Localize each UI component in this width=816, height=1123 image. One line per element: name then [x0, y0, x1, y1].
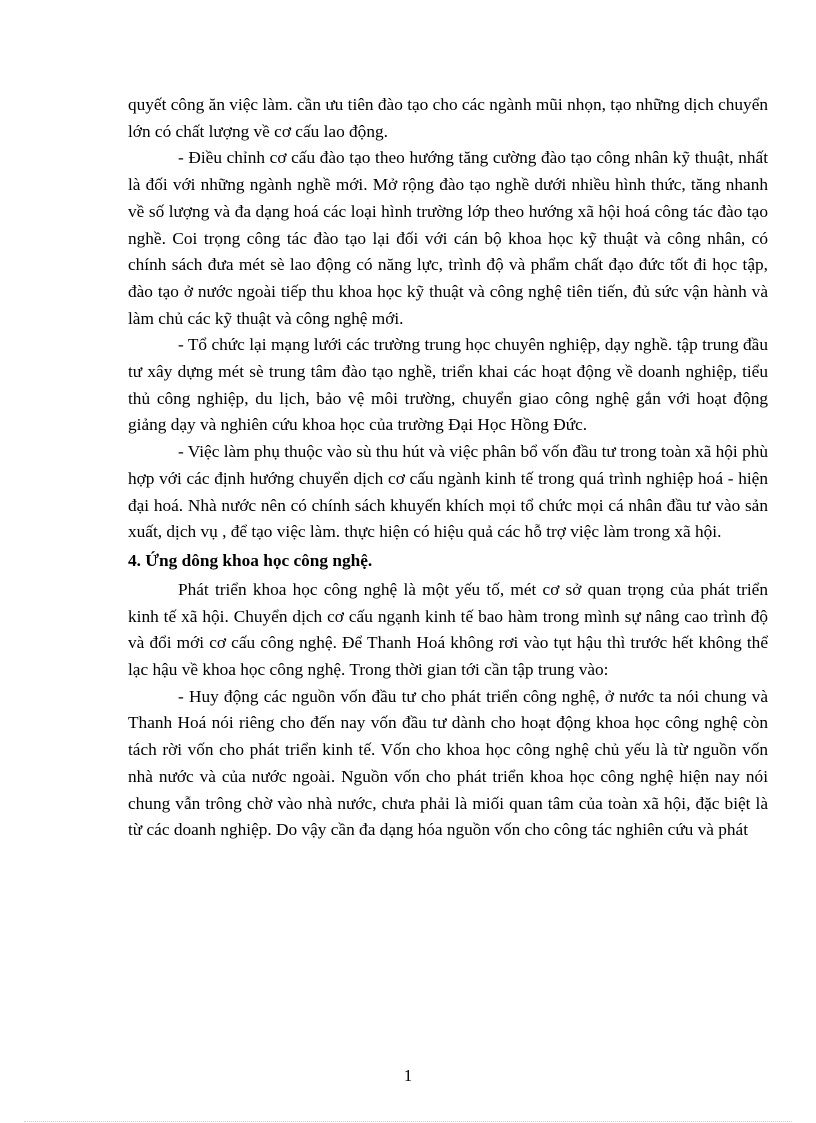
paragraph-continuation: quyết công ăn việc làm. cần ưu tiên đào tạo cho các ngành mũi nhọn, tạo những dịch chuyển lớn có chất lượng về cơ cấu lao động. [128, 95, 768, 141]
paragraph-science-technology: Phát triển khoa học công nghệ là một yếu tố, mét cơ sở quan trọng của phát triển kinh tế xã hội. Chuyển dịch cơ cấu ngạnh kinh tế bao hàm trong mình sự nâng cao trình độ và đổi mới cơ cấu công nghệ. Để Thanh Hoá không rơi vào tụt hậu thì trước hết không thể lạc hậu về khoa học công nghệ. Trong thời gian tới cần tập trung vào: [128, 579, 768, 680]
paragraph-employment-investment: - Việc làm phụ thuộc vào sù thu hút và việc phân bổ vốn đầu tư trong toàn xã hội phù hợp với các định hướng chuyển dịch cơ cấu ngành kinh tế trong quá trình nghiệp hoá - hiện đại hoá. Nhà nước nên có chính sách khuyến khích mọi tổ chức mọi cá nhân đầu tư vào sản xuất, dịch vụ , để tạo việc làm. thực hiện có hiệu quả các hỗ trợ việc làm trong xã hội. [128, 442, 768, 542]
page-bottom-divider [24, 1121, 792, 1122]
paragraph-funding-sources: - Huy động các nguồn vốn đầu tư cho phát triển công nghệ, ở nước ta nói chung và Thanh Hoá nói riêng cho đến nay vốn đầu tư dành cho hoạt động khoa học công nghệ còn tách rời vốn cho phát triển kinh tế. Vốn cho khoa học công nghệ chủ yếu là từ nguồn vốn nhà nước và của nước ngoài. Nguồn vốn cho phát triển khoa học công nghệ hiện nay nói chung vẫn trông chờ vào nhà nước, chưa phải là miối quan tâm của toàn xã hội, đặc biệt là từ các doanh nghiệp. Do vậy cần đa dạng hóa nguồn vốn cho công tác nghiên cứu và phát [128, 686, 768, 840]
section-heading: 4. Ứng dông khoa học công nghệ. [128, 550, 373, 570]
paragraph-school-network: - Tổ chức lại mạng lưới các trường trung học chuyên nghiệp, dạy nghề. tập trung đầu tư xây dựng mét sè trung tâm đào tạo nghề, triển khai các hoạt động về doanh nghiệp, tiểu thủ công nghiệp, du lịch, bảo vệ môi trường, chuyển giao công nghệ gắn với hoạt động giảng dạy và nghiên cứu khoa học của trường Đại Học Hồng Đức. [128, 335, 768, 435]
page-number: 1 [403, 1066, 413, 1085]
document-body [128, 92, 768, 844]
paragraph-training-structure: - Điều chỉnh cơ cấu đào tạo theo hướng tăng cường đào tạo công nhân kỹ thuật, nhất là đối với những ngành nghề mới. Mở rộng đào tạo nghề dưới nhiều hình thức, tăng nhanh về số lượng và đa dạng hoá các loại hình trường lớp theo hướng xã hội hoá công tác đào tạo nghề. Coi trọng công tác đào tạo lại đối với cán bộ khoa học kỹ thuật và công nhân, có chính sách đưa mét sè lao động có năng lực, trình độ và phẩm chất đạo đức tốt đi học tập, đào tạo ở nước ngoài tiếp thu khoa học kỹ thuật và công nghệ tiên tiến, đủ sức vận hành và làm chủ các kỹ thuật và công nghệ mới. [128, 148, 768, 328]
